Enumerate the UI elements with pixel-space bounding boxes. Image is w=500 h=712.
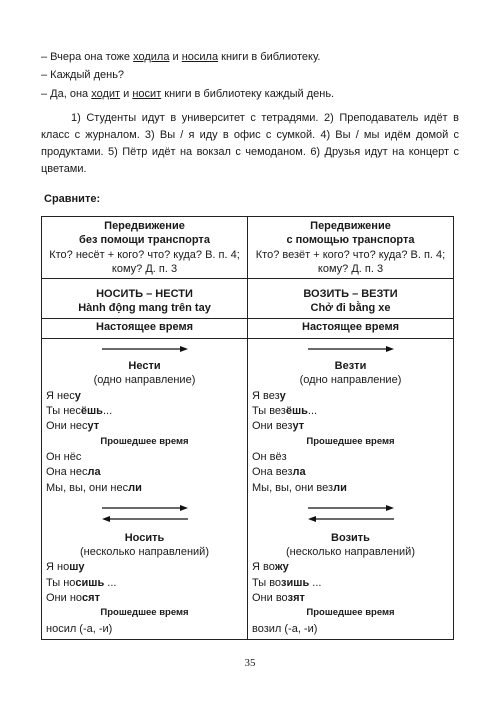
exercise-paragraph: 1) Студенты идут в университет с тетрадями. 2) Преподаватель идёт в класс с журналом. 3) Вы / я иду в офис с сумкой. 4) Вы / мы идём домой с продуктами. 5) Пётр идёт на вокзал с чемоданом. 6) Друзья идут на концерт с цветами.	[41, 112, 459, 176]
conj-line: Они носят	[46, 591, 100, 604]
left-verb-translation: Hành động mang trên tay	[78, 302, 211, 315]
left-verb-cell	[42, 279, 248, 339]
conj-line: Ты носишь ...	[46, 576, 117, 589]
right-arrow-icon	[46, 343, 243, 359]
right-present-heading: Настоящее время	[248, 318, 453, 336]
left-present-heading: Настоящее время	[42, 318, 247, 336]
right-multi-verb: Возить	[331, 531, 370, 544]
two-way-arrow-icon	[46, 501, 243, 531]
right-past-heading-1: Прошедшее время	[306, 435, 395, 447]
right-uni-note: (одно направление)	[299, 374, 402, 387]
conj-line: Ты несёшь...	[46, 404, 113, 417]
conj-line: Я ношу	[46, 561, 85, 574]
left-conjugation-cell	[42, 339, 248, 640]
past-line: Она везла	[252, 466, 306, 479]
right-verb-cell	[248, 279, 454, 339]
left-past-heading-2: Прошедшее время	[100, 607, 189, 619]
right-head-title: Передвижение	[310, 220, 391, 232]
right-arrow-icon	[252, 343, 449, 359]
page-number: 35	[244, 657, 256, 669]
right-verb-pair: ВОЗИТЬ – ВЕЗТИ	[303, 288, 398, 301]
two-way-arrow-icon	[252, 501, 449, 531]
left-multi-note: (несколько направлений)	[80, 546, 209, 559]
left-uni-verb: Нести	[128, 360, 161, 373]
comparison-table	[41, 216, 454, 640]
past-line: Он вёз	[252, 450, 287, 463]
right-multi-note: (несколько направлений)	[286, 546, 415, 559]
conj-line: Я несу	[46, 389, 81, 402]
conj-line: Я вожу	[252, 561, 289, 574]
dialog-line-2: – Каждый день?	[41, 69, 125, 82]
right-head-subtitle: с помощью транспорта	[286, 234, 415, 247]
left-uni-note: (одно направление)	[93, 374, 196, 387]
left-multi-verb: Носить	[124, 531, 165, 544]
conj-line: Ты возишь ...	[252, 576, 322, 589]
left-past-heading-1: Прошедшее время	[100, 435, 189, 447]
conj-line: Они везут	[252, 420, 305, 433]
left-header-cell	[42, 217, 248, 279]
conj-line: Они несут	[46, 420, 100, 433]
past-line: Она несла	[46, 466, 101, 479]
table-header-row	[42, 217, 454, 279]
past-line: Мы, вы, они несли	[46, 481, 142, 494]
right-header-cell	[248, 217, 454, 279]
right-uni-verb: Везти	[334, 360, 367, 373]
right-verb-translation: Chở đi bằng xe	[310, 302, 391, 315]
left-head-title: Передвижение	[104, 220, 185, 232]
left-head-subtitle: без помощи транспорта	[79, 234, 210, 247]
dialog-line-3: – Да, она ходит и носит книги в библиотеку каждый день.	[41, 87, 335, 100]
past-line: возил (-а, -и)	[252, 622, 318, 635]
verb-pair-row	[42, 279, 454, 339]
right-head-questions: Кто? везёт + кого? что? куда? В. п. 4; кому? Д. п. 3	[255, 248, 446, 275]
right-past-heading-2: Прошедшее время	[306, 607, 395, 619]
past-line: носил (-а, -и)	[46, 622, 113, 635]
conj-line: Ты везёшь...	[252, 404, 318, 417]
left-verb-pair: НОСИТЬ – НЕСТИ	[96, 288, 193, 301]
past-line: Мы, вы, они везли	[252, 481, 347, 494]
dialog-line-1: – Вчера она тоже ходила и носила книги в библиотеку.	[41, 51, 321, 63]
conj-line: Они возят	[252, 591, 305, 604]
past-line: Он нёс	[46, 450, 82, 463]
dialog-block	[41, 50, 461, 105]
conj-line: Я везу	[252, 389, 286, 402]
left-head-questions: Кто? несёт + кого? что? куда? В. п. 4; кому? Д. п. 3	[49, 248, 240, 275]
conjugation-row	[42, 339, 454, 640]
compare-label: Сравните:	[44, 193, 101, 205]
right-conjugation-cell	[248, 339, 454, 640]
